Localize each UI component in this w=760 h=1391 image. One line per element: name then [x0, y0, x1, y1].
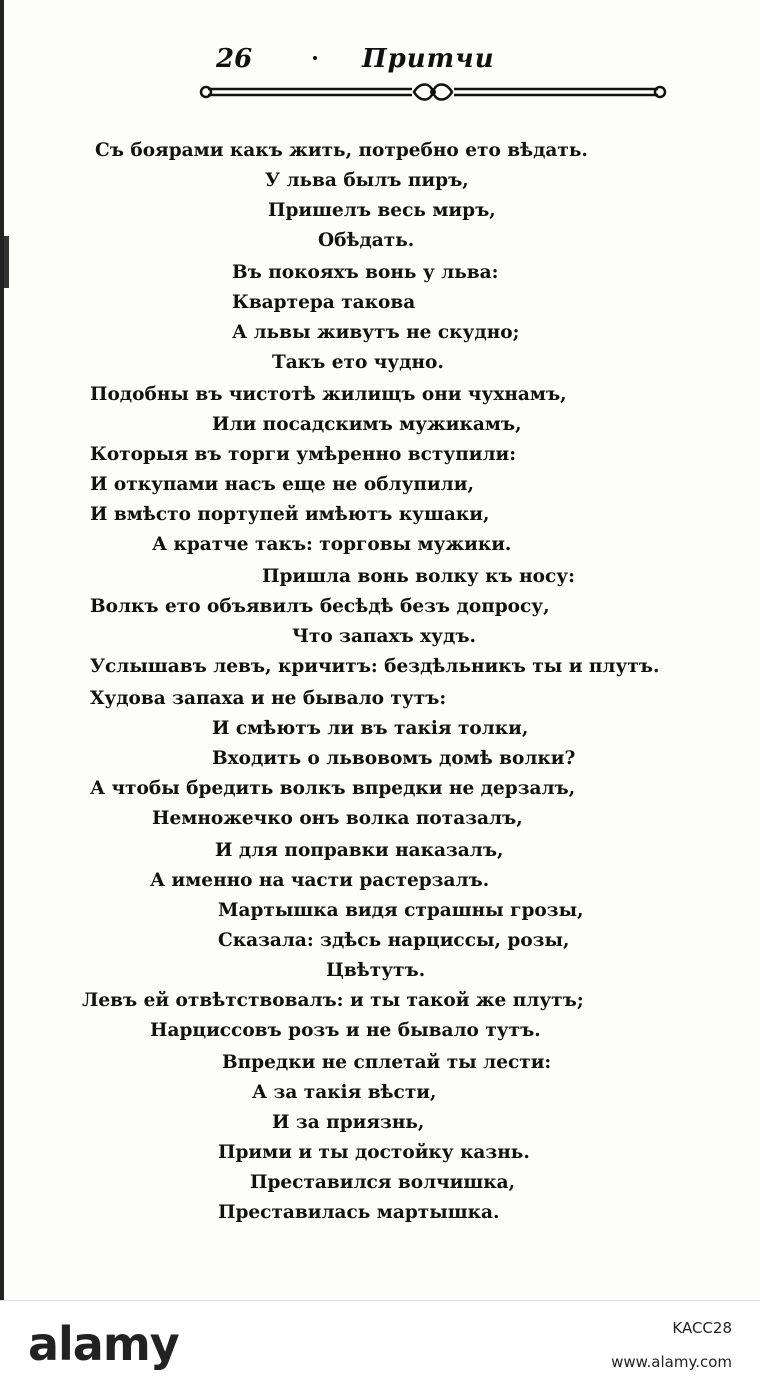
brand-logo: alamy [28, 1317, 179, 1371]
poem-line: Левъ ей отвѣтствовалъ: и ты такой же плутъ; [82, 990, 584, 1011]
poem-line: Нарциссовъ розъ и не бывало тутъ. [150, 1020, 541, 1041]
poem-line: Что запахъ худъ. [292, 626, 476, 647]
poem-line: А львы живутъ не скудно; [232, 322, 520, 343]
poem-line: Худова запаха и не бывало тутъ: [90, 688, 447, 709]
poem-line: Входить о львовомъ домѣ волки? [212, 748, 576, 769]
image-id: KACC28 [672, 1319, 732, 1337]
poem-line: Цвѣтутъ. [326, 960, 426, 981]
poem-line: Подобны въ чистотѣ жилищъ они чухнамъ, [90, 384, 567, 405]
poem-line: И смѣютъ ли въ такія толки, [212, 718, 529, 739]
poem-line: Обѣдать. [318, 230, 415, 251]
poem-line: Которыя въ торги умѣренно вступили: [90, 444, 517, 465]
poem-line: А за такія вѣсти, [252, 1082, 437, 1103]
poem-line: Такъ ето чудно. [272, 352, 444, 373]
poem-line: И откупами насъ еще не облупили, [90, 474, 474, 495]
poem-line: Пришелъ весь миръ, [268, 200, 496, 221]
poem-line: А чтобы бредить волкъ впредки не дерзалъ, [90, 778, 576, 799]
poem-line: Услышавъ левъ, кричитъ: бездѣльникъ ты и плутъ. [90, 656, 660, 677]
header-dot [313, 56, 317, 60]
poem-line: А кратче такъ: торговы мужики. [152, 534, 512, 555]
running-title: Притчи [362, 44, 495, 74]
page-number: 26 [216, 44, 253, 74]
poem-line: Впредки не сплетай ты лести: [222, 1052, 552, 1073]
poem-line: Преставилась мартышка. [218, 1202, 500, 1223]
ornament-rule [198, 80, 668, 104]
poem-line: Сказала: здѣсь нарциссы, розы, [218, 930, 570, 951]
poem-line: Пришла вонь волку къ носу: [262, 566, 575, 587]
poem-line: Съ боярами какъ жить, потребно ето вѣдать. [95, 140, 588, 161]
poem-line: Преставился волчишка, [250, 1172, 516, 1193]
poem-line: Немножечко онъ волка потазалъ, [152, 808, 523, 829]
poem-line: Въ покояхъ вонь у льва: [232, 262, 499, 283]
watermark-bar [0, 1300, 760, 1391]
poem-line: И вмѣсто портупей имѣютъ кушаки, [90, 504, 490, 525]
poem-line: У льва былъ пиръ, [265, 170, 469, 191]
page-edge-shadow [0, 0, 4, 1300]
site-url: www.alamy.com [611, 1353, 732, 1371]
poem-line: А именно на части растерзалъ. [150, 870, 490, 891]
page-header [0, 40, 760, 80]
poem-line: И для поправки наказалъ, [215, 840, 504, 861]
page-edge-mark [4, 236, 9, 288]
poem-line: Квартера такова [232, 292, 416, 313]
poem-line: Мартышка видя страшны грозы, [218, 900, 584, 921]
poem-line: Волкъ ето объявилъ бесѣдѣ безъ допросу, [90, 596, 550, 617]
poem-line: Прими и ты достойку казнь. [218, 1142, 530, 1163]
poem-line: Или посадскимъ мужикамъ, [212, 414, 522, 435]
poem-line: И за приязнь, [272, 1112, 425, 1133]
